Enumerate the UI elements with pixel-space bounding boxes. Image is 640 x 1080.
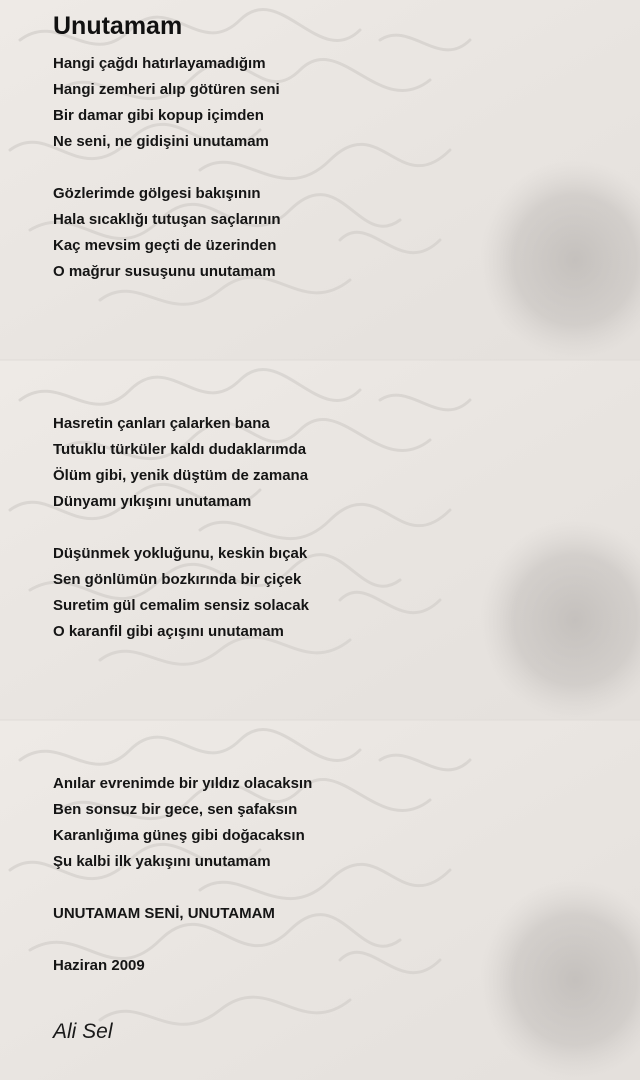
poem-date: Haziran 2009: [53, 957, 145, 974]
poem-line: Ölüm gibi, yenik düştüm de zamana: [53, 467, 309, 484]
poem-closing-line: UNUTAMAM SENİ, UNUTAMAM: [53, 905, 275, 922]
poem-line: Bir damar gibi kopup içimden: [53, 107, 264, 124]
poem-title: Unutamam: [53, 12, 183, 40]
poem-line: Ne seni, ne gidişini unutamam: [53, 133, 269, 150]
poem-line: Tutuklu türküler kaldı dudaklarımda: [53, 441, 307, 458]
poem-line: Hala sıcaklığı tutuşan saçlarının: [53, 211, 281, 228]
poem-line: O mağrur susuşunu unutamam: [53, 263, 276, 280]
poem-line: Sen gönlümün bozkırında bir çiçek: [53, 571, 302, 588]
poem-author[interactable]: Ali Sel: [53, 1020, 113, 1043]
poem-line: Kaç mevsim geçti de üzerinden: [53, 237, 277, 254]
poem-line: Şu kalbi ilk yakışını unutamam: [53, 853, 271, 870]
poem-line: Hasretin çanları çalarken bana: [53, 415, 270, 432]
poem-line: Suretim gül cemalim sensiz solacak: [53, 597, 309, 614]
poem-line: Dünyamı yıkışını unutamam: [53, 493, 252, 510]
poem-line: Düşünmek yokluğunu, keskin bıçak: [53, 545, 308, 562]
poem-line: Gözlerimde gölgesi bakışının: [53, 185, 261, 202]
poem-line: Karanlığıma güneş gibi doğacaksın: [53, 827, 305, 844]
poem-line: O karanfil gibi açışını unutamam: [53, 623, 284, 640]
poem-line: Anılar evrenimde bir yıldız olacaksın: [53, 775, 313, 792]
poem-line: Hangi çağdı hatırlayamadığım: [53, 55, 266, 72]
poem-line: Ben sonsuz bir gece, sen şafaksın: [53, 801, 298, 818]
poem-line: Hangi zemheri alıp götüren seni: [53, 81, 280, 98]
